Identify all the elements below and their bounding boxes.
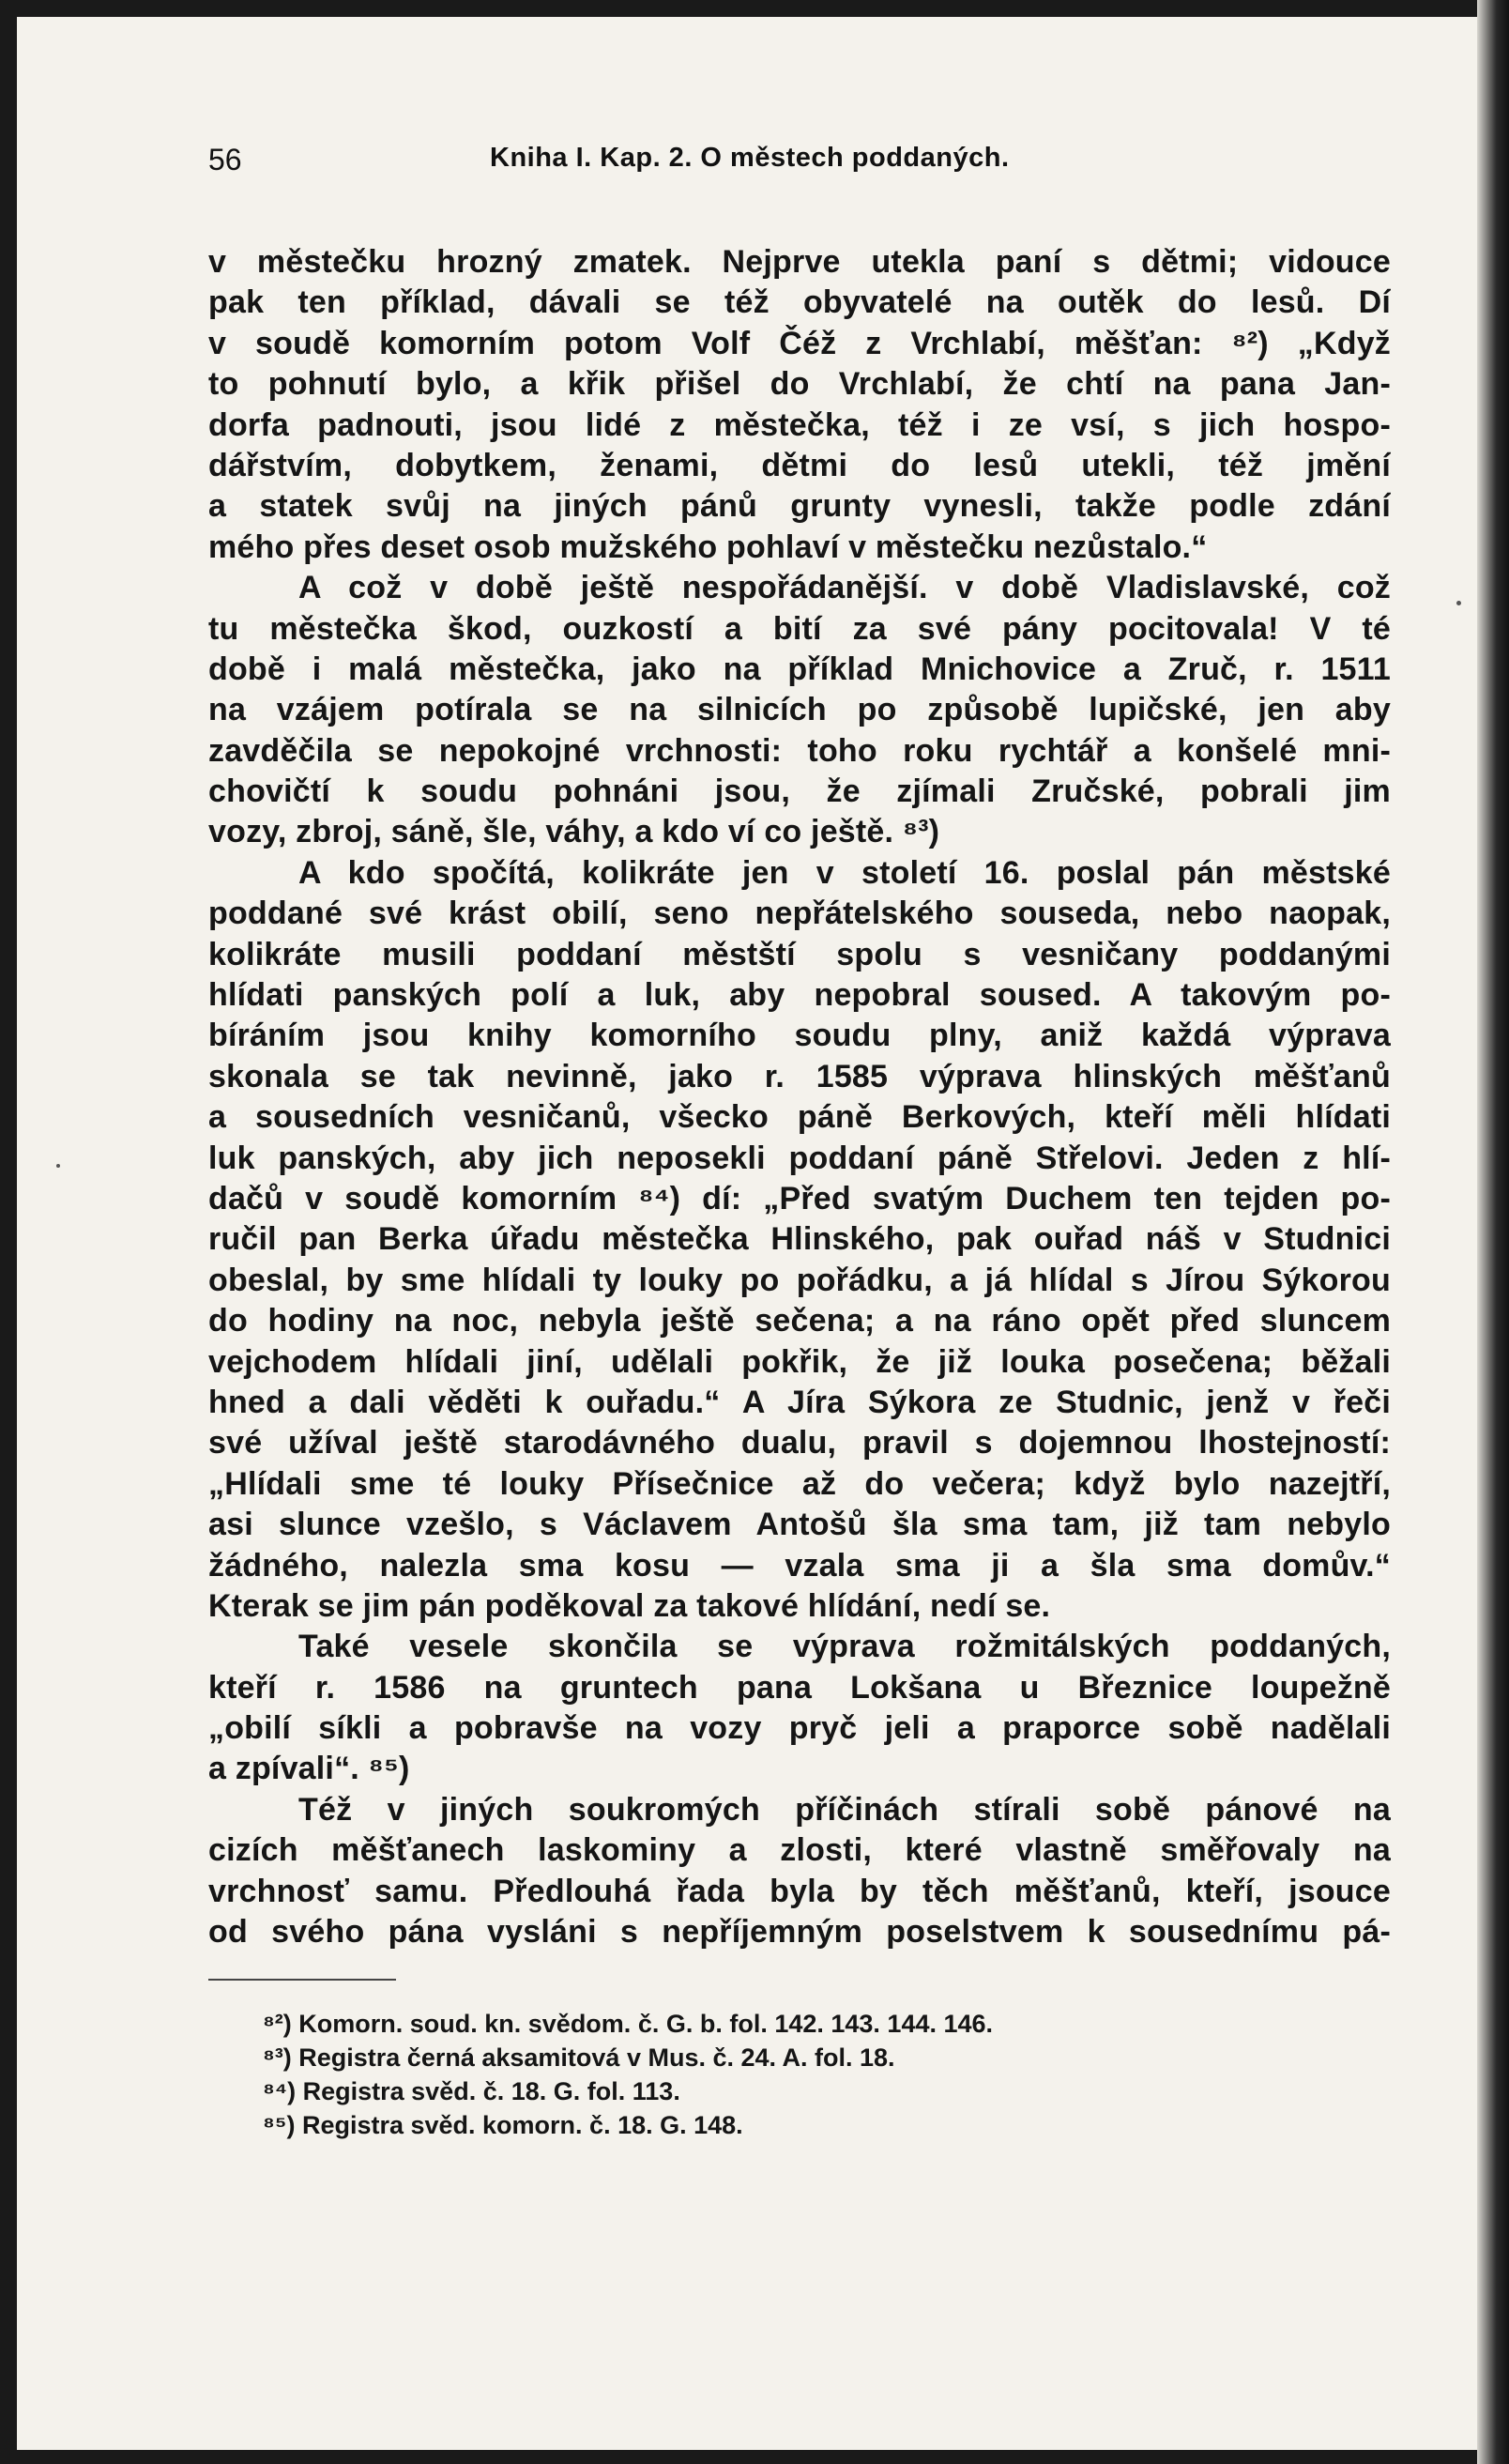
footnote	[263, 2007, 1295, 2041]
text-line: a zpívali“. ⁸⁵)	[208, 1751, 410, 1787]
text-line: poddané své krást obilí, seno nepřátelského souseda, nebo naopak,	[208, 895, 1391, 932]
speck	[1456, 601, 1461, 605]
text-line: době i malá městečka, jako na příklad Mnichovice a Zruč, r. 1511	[208, 650, 1391, 687]
footnote-text: Registra černá aksamitová v Mus. č. 24. A. fol. 18.	[298, 2043, 895, 2072]
footnote-mark: ⁸³)	[263, 2043, 292, 2072]
text-line: Také vesele skončila se výprava rožmitálských poddaných,	[298, 1629, 1391, 1665]
page-number: 56	[208, 143, 242, 176]
text-line: Kterak se jim pán poděkoval za takové hlídání, nedí se.	[208, 1587, 1051, 1624]
text-line: od svého pána vysláni s nepříjemným poselstvem k sousednímu pá-	[208, 1914, 1391, 1951]
text-line: hlídati panských polí a luk, aby nepobral soused. A takovým po-	[208, 977, 1391, 1014]
text-line: dačů v soudě komorním ⁸⁴) dí: „Před svatým Duchem ten tejden po-	[208, 1180, 1391, 1217]
text-line: obeslal, by sme hlídali ty louky po pořádku, a já hlídal s Jírou Sýkorou	[208, 1262, 1391, 1298]
footnote-text: Registra svěd. komorn. č. 18. G. 148.	[301, 2111, 743, 2139]
text-line: do hodiny na noc, nebyla ještě sečena; a na ráno opět před sluncem	[208, 1303, 1391, 1339]
text-line: A kdo spočítá, kolikráte jen v století 16. poslal pán městské	[298, 854, 1391, 891]
speck	[56, 1164, 60, 1168]
footnotes	[263, 2007, 1295, 2142]
footnote-mark: ⁸⁵)	[263, 2111, 296, 2139]
footnote	[263, 2041, 1295, 2074]
text-line: A což v době ještě nespořádanější. v době Vladislavské, což	[298, 570, 1391, 606]
footnote-rule	[208, 1979, 396, 1981]
footnote-mark: ⁸²)	[263, 2010, 292, 2038]
text-line: to pohnutí bylo, a křik přišel do Vrchlabí, že chtí na pana Jan-	[208, 366, 1391, 403]
text-line: na vzájem potírala se na silnicích po způsobě lupičské, jen aby	[208, 692, 1391, 728]
text-line: své užíval ještě starodávného dualu, pravil s dojemnou lhostejností:	[208, 1425, 1391, 1462]
text-line: hned a dali věděti k ouřadu.“ A Jíra Sýkora ze Studnic, jenž v řeči	[208, 1384, 1391, 1420]
text-line: kteří r. 1586 na gruntech pana Lokšana u Březnice loupežně	[208, 1669, 1391, 1706]
text-line: cizích měšťanech laskominy a zlosti, které vlastně směřovaly na	[208, 1832, 1391, 1869]
footnote	[263, 2108, 1295, 2142]
text-line: dářstvím, dobytkem, ženami, dětmi do lesů utekli, též jmění	[208, 447, 1391, 483]
text-line: v městečku hrozný zmatek. Nejprve utekla paní s dětmi; vidouce	[208, 244, 1391, 280]
text-line: tu městečka škod, ouzkostí a bití za své pány pocitovala! V té	[208, 610, 1391, 647]
text-line: vozy, zbroj, sáně, šle, váhy, a kdo ví co ještě. ⁸³)	[208, 814, 940, 850]
text-line: „Hlídali sme té louky Přísečnice až do večera; když bylo nazejtří,	[208, 1465, 1391, 1502]
footnote	[263, 2074, 1295, 2108]
footnote-text: Registra svěd. č. 18. G. fol. 113.	[302, 2077, 680, 2105]
text-line: v soudě komorním potom Volf Čéž z Vrchlabí, měšťan: ⁸²) „Když	[208, 325, 1391, 361]
page-edge-shadow	[1477, 0, 1509, 2464]
text-line: dorfa padnouti, jsou lidé z městečka, též i ze vsí, s jich hospo-	[208, 406, 1391, 443]
page-header	[208, 143, 1391, 190]
text-line: vejchodem hlídali jiní, udělali pokřik, že již louka posečena; běžali	[208, 1343, 1391, 1380]
text-line: „obilí síkli a pobravše na vozy pryč jeli a praporce sobě nadělali	[208, 1710, 1391, 1747]
text-line: zavděčila se nepokojné vrchnosti: toho roku rychtář a konšelé mni-	[208, 732, 1391, 769]
text-line: mého přes deset osob mužského pohlaví v městečku nezůstalo.“	[208, 528, 1208, 565]
text-line: žádného, nalezla sma kosu — vzala sma ji a šla sma domův.“	[208, 1547, 1391, 1584]
text-line: luk panských, aby jich neposekli poddaní páně Střelovi. Jeden z hlí-	[208, 1140, 1391, 1176]
text-line: kolikráte musili poddaní městští spolu s vesničany poddanými	[208, 936, 1391, 972]
footnote-text: Komorn. soud. kn. svědom. č. G. b. fol. 142. 143. 144. 146.	[298, 2010, 994, 2038]
footnote-mark: ⁸⁴)	[263, 2077, 297, 2105]
text-line: asi slunce vzešlo, s Václavem Antošů šla sma tam, již tam nebylo	[208, 1507, 1391, 1543]
text-line: ručil pan Berka úřadu městečka Hlinského, pak ouřad náš v Studnici	[208, 1221, 1391, 1258]
text-line: Též v jiných soukromých příčinách stírali sobě pánové na	[298, 1791, 1391, 1828]
text-line: bíráním jsou knihy komorního soudu plny, aniž každá výprava	[208, 1018, 1391, 1054]
text-line: chovičtí k soudu pohnáni jsou, že zjímali Zručské, pobrali jim	[208, 773, 1391, 810]
body-text	[208, 242, 1391, 1952]
text-line: a sousedních vesničanů, všecko páně Berkových, kteří měli hlídati	[208, 1099, 1391, 1136]
text-line: vrchnosť samu. Předlouhá řada byla by těch měšťanů, kteří, jsouce	[208, 1873, 1391, 1909]
running-title: Kniha I. Kap. 2. O městech poddaných.	[490, 143, 1010, 173]
text-line: pak ten příklad, dávali se též obyvatelé na outěk do lesů. Dí	[208, 284, 1391, 321]
text-line: skonala se tak nevinně, jako r. 1585 výprava hlinských měšťanů	[208, 1058, 1391, 1094]
text-line: a statek svůj na jiných pánů grunty vynesli, takže podle zdání	[208, 488, 1391, 525]
